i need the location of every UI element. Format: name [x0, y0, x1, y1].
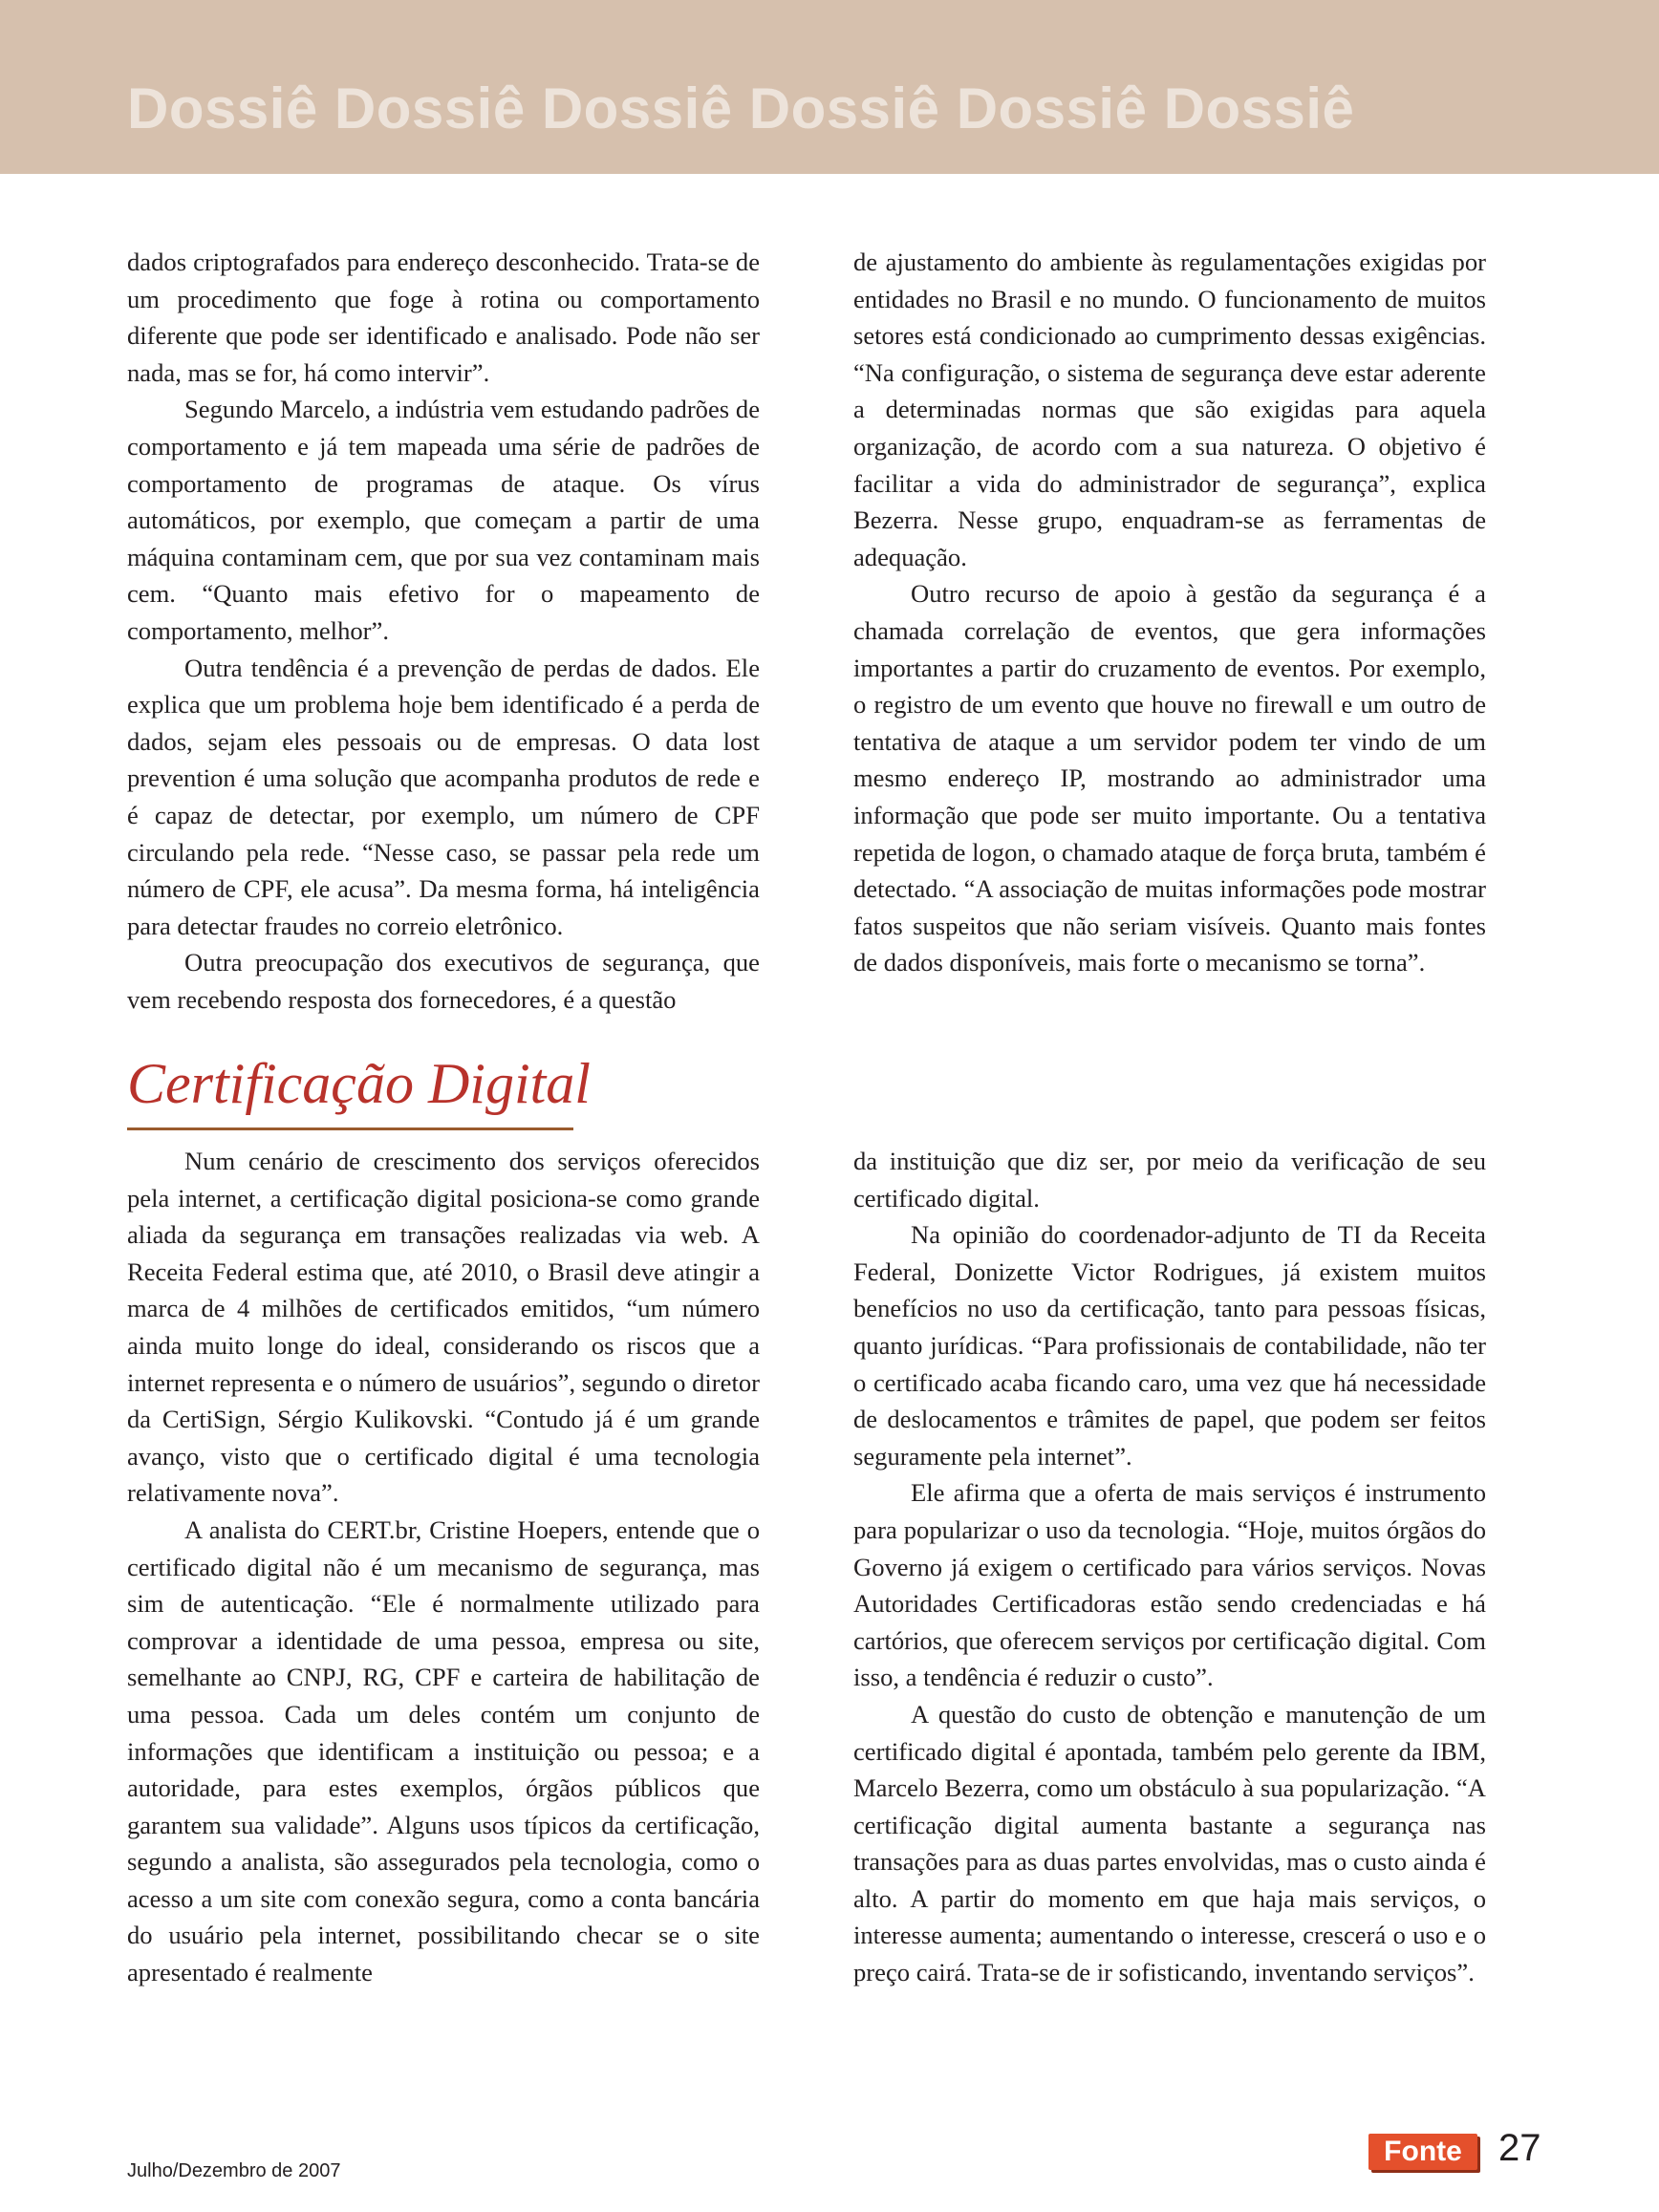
paragraph: A questão do custo de obtenção e manutenção de um certificado digital é apontada, também pelo gerente da IBM, Marcelo Bezerra, como um obstáculo à sua popularização. “A certificação digital aumenta bastante a segurança nas transações para as duas partes envolvidas, mas o custo ainda é alto. A partir do momento em que haja mais serviços, o interesse aumenta; aumentando o interesse, crescerá o uso e o preço cairá. Trata-se de ir sofisticando, inventando serviços”.: [853, 1699, 1486, 1987]
paragraph: Outra tendência é a prevenção de perdas de dados. Ele explica que um problema hoje bem identificado é a perda de dados, sejam eles pessoais ou de empresas. O data lost prevention é uma solução que acompanha produtos de rede e é capaz de detectar, por exemplo, um número de CPF circulando pela rede. “Nesse caso, se passar pela rede um número de CPF, ele acusa”. Da mesma forma, há inteligência para detectar fraudes no correio eletrônico.: [127, 653, 760, 940]
footer-date: Julho/Dezembro de 2007: [127, 2160, 341, 2181]
paragraph: da instituição que diz ser, por meio da verificação de seu certificado digital.: [853, 1147, 1486, 1213]
fonte-logo-text: Fonte: [1384, 2136, 1462, 2167]
paragraph: A analista do CERT.br, Cristine Hoepers, entende que o certificado digital não é um mecanismo de segurança, mas sim de autenticação. “Ele é normalmente utilizado para comprovar a identidade de uma pessoa, empresa ou site, semelhante ao CNPJ, RG, CPF e carteira de habilitação de uma pessoa. Cada um deles contém um conjunto de informações que identificam a instituição ou pessoa; e a autoridade, para estes exemplos, órgãos públicos que garantem sua validade”. Alguns usos típicos da certificação, segundo a analista, são assegurados pela tecnologia, como o acesso a um site com conexão segura, como a conta bancária do usuário pela internet, possibilitando checar se o site apresentado é realmente: [127, 1514, 760, 1987]
section2-column-right: [853, 1143, 1486, 1991]
section1-column-right: [853, 244, 1486, 981]
section-title: Certificação Digital: [127, 1052, 591, 1115]
paragraph: Ele afirma que a oferta de mais serviços é instrumento para popularizar o uso da tecnologia. “Hoje, muitos órgãos do Governo já exigem o certificado para vários serviços. Novas Autoridades Certificadoras estão sendo credenciadas e há cartórios, que oferecem serviços por certificação digital. Com isso, a tendência é reduzir o custo”.: [853, 1478, 1486, 1692]
paragraph: dados criptografados para endereço desconhecido. Trata-se de um procedimento que foge à rotina ou comportamento diferente que pode ser identificado e analisado. Pode não ser nada, mas se for, há como intervir”.: [127, 247, 760, 387]
section1-column-left: [127, 244, 760, 1018]
header-band: [0, 0, 1659, 174]
paragraph: Num cenário de crescimento dos serviços oferecidos pela internet, a certificação digital posiciona-se como grande aliada da segurança em transações realizadas via web. A Receita Federal estima que, até 2010, o Brasil deve atingir a marca de 4 milhões de certificados emitidos, “um número ainda muito longe do ideal, considerando os riscos que a internet representa e o número de usuários”, segundo o diretor da CertiSign, Sérgio Kulikovski. “Contudo já é um grande avanço, visto que o certificado digital é uma tecnologia relativamente nova”.: [127, 1147, 760, 1508]
section-title-underline: [127, 1127, 573, 1130]
paragraph: de ajustamento do ambiente às regulamentações exigidas por entidades no Brasil e no mundo. O funcionamento de muitos setores está condicionado ao cumprimento dessas exigências. “Na configuração, o sistema de segurança deve estar aderente a determinadas normas que são exigidas para aquela organização, de acordo com a sua natureza. O objetivo é facilitar a vida do administrador de segurança”, explica Bezerra. Nesse grupo, enquadram-se as ferramentas de adequação.: [853, 247, 1486, 571]
fonte-logo: [1368, 2134, 1477, 2170]
page-number: 27: [1498, 2127, 1541, 2169]
paragraph: Na opinião do coordenador-adjunto de TI da Receita Federal, Donizette Victor Rodrigues, já existem muitos benefícios no uso da certificação, tanto para pessoas físicas, quanto jurídicas. “Para profissionais de contabilidade, não ter o certificado acaba ficando caro, uma vez que há necessidade de deslocamentos e trâmites de papel, que podem ser feitos seguramente pela internet”.: [853, 1220, 1486, 1471]
paragraph: Outra preocupação dos executivos de segurança, que vem recebendo resposta dos fornecedores, é a questão: [127, 948, 760, 1014]
section2-column-left: [127, 1143, 760, 1991]
paragraph: Outro recurso de apoio à gestão da segurança é a chamada correlação de eventos, que gera informações importantes a partir do cruzamento de eventos. Por exemplo, o registro de um evento que houve no firewall e um outro de tentativa de ataque a um servidor podem ter vindo de um mesmo endereço IP, mostrando ao administrador uma informação que pode ser muito importante. Ou a tentativa repetida de logon, o chamado ataque de força bruta, também é detectado. “A associação de muitas informações pode mostrar fatos suspeitos que não seriam visíveis. Quanto mais fontes de dados disponíveis, mais forte o mecanismo se torna”.: [853, 579, 1486, 977]
paragraph: Segundo Marcelo, a indústria vem estudando padrões de comportamento e já tem mapeada uma série de padrões de comportamento de programas de ataque. Os vírus automáticos, por exemplo, que começam a partir de uma máquina contaminam cem, que por sua vez contaminam mais cem. “Quanto mais efetivo for o mapeamento de comportamento, melhor”.: [127, 395, 760, 645]
header-banner-text: Dossiê Dossiê Dossiê Dossiê Dossiê Dossiê: [127, 80, 1355, 138]
